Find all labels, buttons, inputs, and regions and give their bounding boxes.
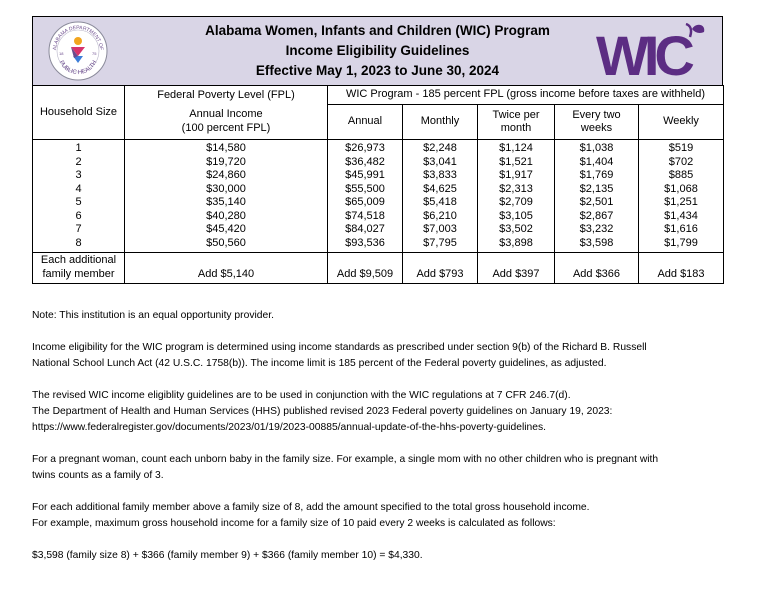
table-cell: $35,140 — [206, 196, 246, 208]
table-cell: $45,991 — [345, 169, 385, 181]
table-cell: $885 — [668, 169, 694, 181]
table-cell: $2,709 — [499, 196, 533, 208]
eligibility-note-line-1: Income eligibility for the WIC program is determined using income standards as prescribed under section 9(b) of the Richard B. Russell — [32, 342, 647, 353]
twice-header-line-2: month — [500, 122, 532, 134]
every-two-weeks-header — [555, 105, 639, 140]
additional-fpl: Add $5,140 — [125, 253, 328, 284]
table-cell: $1,521 — [499, 155, 533, 168]
table-cell: $3,833 — [423, 169, 457, 181]
table-cell: $24,860 — [206, 169, 246, 181]
table-cell: $19,720 — [206, 155, 246, 168]
table-cell: $2,248 — [423, 142, 457, 154]
seal-year-right: 75 — [92, 51, 97, 56]
table-cell: $4,625 — [423, 182, 457, 195]
twice-header-line-1: Twice per — [492, 108, 540, 121]
monthly-header: Monthly — [403, 105, 478, 140]
fpl-annual-sublabel: (100 percent FPL) — [181, 121, 271, 134]
additional-label-line-2: family member — [42, 267, 115, 280]
table-cell: $519 — [668, 142, 694, 154]
table-cell: $1,404 — [579, 155, 614, 168]
additional-label-line-1: Each additional — [40, 254, 117, 266]
pregnant-note-line-2: twins counts as a family of 3. — [32, 470, 164, 481]
table-cell: $3,232 — [579, 223, 614, 235]
document-title — [143, 21, 612, 81]
equal-opportunity-note: Note: This institution is an equal opportunity provider. — [32, 310, 274, 321]
federal-register-url: https://www.federalregister.gov/documents/2023/01/19/2023-00885/annual-update-of-the-hhs-poverty-guidelines. — [32, 422, 547, 433]
additional-monthly: Add $793 — [403, 253, 478, 284]
table-cell: $50,560 — [206, 236, 246, 249]
weekly-column — [639, 140, 724, 253]
seal-top-text: ALABAMA DEPARTMENT OF — [51, 24, 105, 51]
table-cell: $1,616 — [664, 223, 698, 235]
table-cell: 8 — [75, 236, 82, 249]
annual-column — [328, 140, 403, 253]
annual-header: Annual — [328, 105, 403, 140]
title-line-1: Alabama Women, Infants and Children (WIC) Program — [205, 23, 550, 38]
seal-bottom-text: PUBLIC HEALTH — [57, 59, 99, 77]
title-line-3: Effective May 1, 2023 to June 30, 2024 — [255, 63, 500, 78]
table-cell: $2,501 — [579, 196, 614, 208]
table-cell: $3,598 — [579, 236, 614, 249]
household-size-header: Household Size — [33, 86, 125, 140]
additional-member-label — [33, 253, 125, 284]
table-cell: $2,313 — [499, 182, 533, 195]
table-cell: $30,000 — [206, 182, 246, 195]
table-body-row — [33, 140, 724, 253]
additional-member-note-line-1: For each additional family member above a family size of 8, add the amount specified to the total gross household income. — [32, 502, 590, 513]
additional-weekly: Add $183 — [639, 253, 724, 284]
table-cell: $1,917 — [499, 169, 533, 181]
table-cell: $1,251 — [664, 196, 698, 208]
table-cell: 2 — [75, 155, 82, 168]
header-banner — [32, 16, 723, 85]
table-cell: $2,867 — [579, 209, 614, 222]
table-cell: $3,898 — [499, 236, 533, 249]
additional-member-row — [33, 253, 724, 284]
table-cell: $55,500 — [345, 182, 385, 195]
title-line-2: Income Eligibility Guidelines — [285, 43, 470, 58]
table-cell: 1 — [75, 142, 82, 154]
fpl-header: Federal Poverty Level (FPL) — [125, 86, 328, 105]
table-cell: $40,280 — [206, 209, 246, 222]
table-cell: $3,041 — [423, 155, 457, 168]
every-two-header-line-2: weeks — [580, 122, 613, 134]
table-cell: $1,068 — [664, 182, 698, 195]
household-size-column — [33, 140, 125, 253]
table-cell: $7,003 — [423, 223, 457, 235]
twice-per-month-column — [478, 140, 555, 253]
twice-per-month-header — [478, 105, 555, 140]
table-cell: $36,482 — [345, 155, 385, 168]
every-two-header-line-1: Every two — [572, 108, 621, 121]
table-cell: $26,973 — [345, 142, 385, 154]
wic-logo-text: WIC — [596, 24, 690, 81]
table-cell: 4 — [75, 182, 82, 195]
alabama-public-health-seal-icon — [47, 20, 109, 82]
fpl-annual-header — [125, 105, 328, 140]
calculation-example: $3,598 (family size 8) + $366 (family member 9) + $366 (family member 10) = $4,330. — [32, 550, 423, 561]
wic-logo-icon — [594, 23, 712, 81]
table-cell: $1,038 — [579, 142, 614, 154]
table-cell: $2,135 — [579, 182, 614, 195]
additional-member-note-line-2: For example, maximum gross household income for a family size of 10 paid every 2 weeks is calculated as follows: — [32, 518, 556, 529]
table-cell: $93,536 — [345, 236, 385, 249]
table-cell: 7 — [75, 223, 82, 235]
table-cell: 6 — [75, 209, 82, 222]
table-cell: $45,420 — [206, 223, 246, 235]
additional-annual: Add $9,509 — [328, 253, 403, 284]
table-cell: $1,769 — [579, 169, 614, 181]
guidelines-sheet — [32, 16, 723, 284]
pregnant-note-line-1: For a pregnant woman, count each unborn baby in the family size. For example, a single mom with no other children who is pregnant with — [32, 454, 659, 465]
revised-guidelines-line-2: The Department of Health and Human Services (HHS) published revised 2023 Federal poverty guidelines on January 19, 2023: — [32, 406, 613, 417]
fpl-annual-label: Annual Income — [189, 108, 263, 121]
table-cell: $6,210 — [423, 209, 457, 222]
fpl-annual-column — [125, 140, 328, 253]
table-cell: $65,009 — [345, 196, 385, 208]
additional-twice-per-month: Add $397 — [478, 253, 555, 284]
table-cell: 5 — [75, 196, 82, 208]
table-cell: 3 — [75, 169, 82, 181]
notes-section — [32, 308, 732, 564]
eligibility-note-line-2: National School Lunch Act (42 U.S.C. 1758(b)). The income limit is 185 percent of the Federal poverty guidelines, as adjusted. — [32, 358, 607, 369]
monthly-column — [403, 140, 478, 253]
table-cell: $1,799 — [664, 236, 698, 249]
table-cell: $1,434 — [664, 209, 698, 222]
income-guidelines-table — [32, 85, 724, 284]
every-two-weeks-column — [555, 140, 639, 253]
additional-every-two-weeks: Add $366 — [555, 253, 639, 284]
weekly-header: Weekly — [639, 105, 724, 140]
revised-guidelines-line-1: The revised WIC income eligiblity guidelines are to be used in conjunction with the WIC regulations at 7 CFR 246.7(d). — [32, 390, 571, 401]
table-cell: $3,502 — [499, 223, 533, 235]
table-cell: $1,124 — [499, 142, 533, 154]
table-cell: $74,518 — [345, 209, 385, 222]
wic-185-header: WIC Program - 185 percent FPL (gross income before taxes are withheld) — [328, 86, 724, 105]
seal-year-left: 18 — [59, 51, 64, 56]
table-cell: $7,795 — [423, 236, 457, 249]
table-cell: $702 — [668, 155, 694, 168]
table-cell: $14,580 — [206, 142, 246, 154]
table-cell: $3,105 — [499, 209, 533, 222]
table-cell: $5,418 — [423, 196, 457, 208]
table-cell: $84,027 — [345, 223, 385, 235]
